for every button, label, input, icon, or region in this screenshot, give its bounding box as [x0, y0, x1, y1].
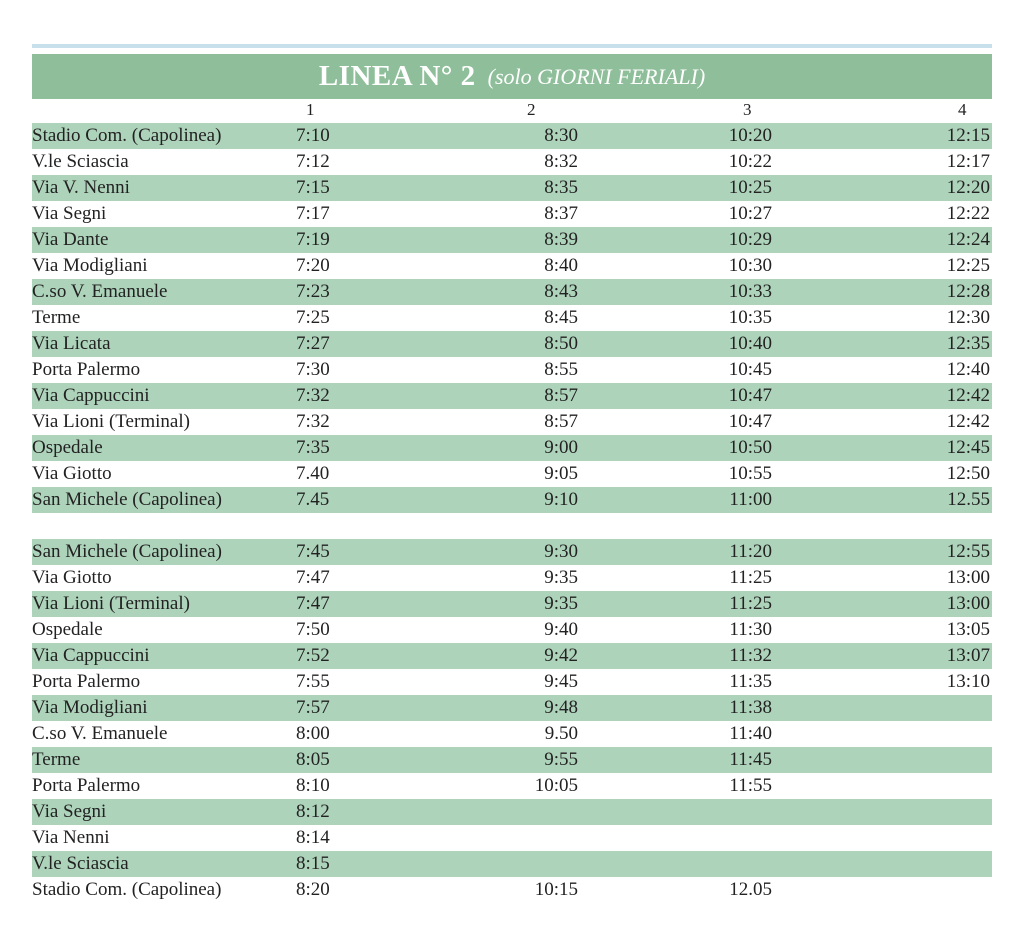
time-run-2: 8:30 [544, 125, 578, 146]
time-run-4: 12:42 [946, 411, 990, 432]
time-run-3: 10:35 [728, 307, 772, 328]
time-run-1: 7:55 [296, 671, 330, 692]
timetable [32, 123, 992, 903]
outbound-row [32, 331, 992, 357]
time-run-4: 12:35 [946, 333, 990, 354]
time-run-1: 7:23 [296, 281, 330, 302]
time-run-3: 11:55 [729, 775, 772, 796]
time-run-4: 12:30 [946, 307, 990, 328]
time-run-1: 7:12 [296, 151, 330, 172]
time-run-3: 10:40 [728, 333, 772, 354]
time-run-1: 8:10 [296, 775, 330, 796]
time-run-3: 10:50 [728, 437, 772, 458]
stop-name: Porta Palermo [32, 775, 141, 796]
time-run-4: 12:22 [946, 203, 990, 224]
stop-name: Via Lioni (Terminal) [32, 411, 190, 432]
time-run-1: 7:25 [296, 307, 330, 328]
return-row [32, 617, 992, 643]
time-run-3: 11:35 [729, 671, 772, 692]
time-run-2: 8:43 [544, 281, 578, 302]
stop-name: Via Giotto [32, 463, 112, 484]
time-run-4: 12:28 [946, 281, 990, 302]
stop-name: C.so V. Emanuele [32, 723, 168, 744]
time-run-1: 7:19 [296, 229, 330, 250]
stop-name: Via Segni [32, 801, 107, 822]
time-run-1: 7:47 [296, 593, 330, 614]
time-run-1: 7:45 [296, 541, 330, 562]
time-run-1: 8:14 [296, 827, 330, 848]
stop-name: C.so V. Emanuele [32, 281, 168, 302]
outbound-row [32, 175, 992, 201]
time-run-3: 11:25 [729, 593, 772, 614]
outbound-row [32, 227, 992, 253]
time-run-1: 7:57 [296, 697, 330, 718]
time-run-2: 9:10 [544, 489, 578, 510]
time-run-4: 12:55 [946, 541, 990, 562]
return-row [32, 851, 992, 877]
stop-name: Via Modigliani [32, 255, 148, 276]
time-run-3: 10:33 [728, 281, 772, 302]
return-row [32, 539, 992, 565]
time-run-2: 8:57 [544, 411, 578, 432]
outbound-row [32, 409, 992, 435]
return-row [32, 721, 992, 747]
time-run-1: 7.45 [296, 489, 330, 510]
time-run-2: 9:48 [544, 697, 578, 718]
time-run-2: 8:35 [544, 177, 578, 198]
time-run-4: 12:40 [946, 359, 990, 380]
time-run-2: 9:45 [544, 671, 578, 692]
time-run-3: 12.05 [729, 879, 772, 900]
time-run-3: 11:25 [729, 567, 772, 588]
time-run-4: 12.55 [947, 489, 990, 510]
time-run-4: 12:45 [946, 437, 990, 458]
stop-name: Via Lioni (Terminal) [32, 593, 190, 614]
time-run-1: 7:32 [296, 411, 330, 432]
stop-name: Via Dante [32, 229, 109, 250]
time-run-1: 8:15 [296, 853, 330, 874]
time-run-2: 8:40 [544, 255, 578, 276]
outbound-row [32, 305, 992, 331]
stop-name: Via Segni [32, 203, 107, 224]
return-row [32, 825, 992, 851]
time-run-1: 7:10 [296, 125, 330, 146]
time-run-3: 10:29 [728, 229, 772, 250]
time-run-2: 9:35 [544, 567, 578, 588]
time-run-1: 7:15 [296, 177, 330, 198]
time-run-1: 7:50 [296, 619, 330, 640]
time-run-2: 8:45 [544, 307, 578, 328]
stop-name: Porta Palermo [32, 671, 141, 692]
title-bar [32, 54, 992, 99]
time-run-4: 13:00 [946, 567, 990, 588]
stop-name: V.le Sciascia [32, 151, 129, 172]
time-run-2: 8:37 [544, 203, 578, 224]
time-run-2: 8:39 [544, 229, 578, 250]
outbound-row [32, 383, 992, 409]
time-run-4: 12:50 [946, 463, 990, 484]
stop-name: Via Cappuccini [32, 385, 150, 406]
time-run-2: 9:55 [544, 749, 578, 770]
time-run-1: 7:17 [296, 203, 330, 224]
outbound-row [32, 149, 992, 175]
return-row [32, 799, 992, 825]
time-run-4: 12:17 [946, 151, 990, 172]
stop-name: San Michele (Capolinea) [32, 541, 222, 562]
column-header-2: 2 [527, 100, 536, 119]
time-run-1: 7:32 [296, 385, 330, 406]
stop-name: Terme [32, 749, 81, 770]
return-row [32, 747, 992, 773]
time-run-2: 10:05 [534, 775, 578, 796]
time-run-4: 12:24 [946, 229, 990, 250]
outbound-row [32, 487, 992, 513]
time-run-2: 9:42 [544, 645, 578, 666]
stop-name: Stadio Com. (Capolinea) [32, 879, 222, 900]
column-header-3: 3 [743, 100, 752, 119]
column-headers [32, 99, 992, 121]
stop-name: Terme [32, 307, 81, 328]
time-run-2: 8:55 [544, 359, 578, 380]
section-spacer [32, 513, 992, 539]
return-row [32, 591, 992, 617]
outbound-row [32, 201, 992, 227]
column-header-4: 4 [958, 100, 967, 119]
time-run-1: 7.40 [296, 463, 330, 484]
stop-name: Ospedale [32, 619, 103, 640]
time-run-1: 7:52 [296, 645, 330, 666]
outbound-row [32, 279, 992, 305]
time-run-2: 9:30 [544, 541, 578, 562]
stop-name: Via Nenni [32, 827, 110, 848]
time-run-4: 13:10 [946, 671, 990, 692]
time-run-1: 7:35 [296, 437, 330, 458]
time-run-3: 11:32 [729, 645, 772, 666]
time-run-1: 7:30 [296, 359, 330, 380]
time-run-4: 12:20 [946, 177, 990, 198]
time-run-1: 8:05 [296, 749, 330, 770]
time-run-2: 8:57 [544, 385, 578, 406]
outbound-row [32, 253, 992, 279]
time-run-3: 10:55 [728, 463, 772, 484]
time-run-3: 11:45 [729, 749, 772, 770]
stop-name: V.le Sciascia [32, 853, 129, 874]
stop-name: Via Modigliani [32, 697, 148, 718]
time-run-3: 10:22 [728, 151, 772, 172]
timetable-subtitle: (solo GIORNI FERIALI) [487, 63, 706, 89]
time-run-2: 9.50 [544, 723, 578, 744]
time-run-3: 11:00 [729, 489, 772, 510]
outbound-row [32, 435, 992, 461]
outbound-row [32, 357, 992, 383]
outbound-row [32, 461, 992, 487]
time-run-2: 8:32 [544, 151, 578, 172]
stop-name: Stadio Com. (Capolinea) [32, 125, 222, 146]
time-run-3: 11:20 [729, 541, 772, 562]
time-run-3: 10:27 [728, 203, 772, 224]
time-run-3: 11:40 [729, 723, 772, 744]
time-run-2: 8:50 [544, 333, 578, 354]
time-run-3: 10:25 [728, 177, 772, 198]
return-row [32, 877, 992, 903]
time-run-4: 12:42 [946, 385, 990, 406]
time-run-4: 12:25 [946, 255, 990, 276]
time-run-2: 9:05 [544, 463, 578, 484]
stop-name: Via Licata [32, 333, 111, 354]
time-run-2: 10:15 [534, 879, 578, 900]
time-run-2: 9:40 [544, 619, 578, 640]
time-run-1: 7:20 [296, 255, 330, 276]
stop-name: San Michele (Capolinea) [32, 489, 222, 510]
time-run-1: 8:00 [296, 723, 330, 744]
time-run-4: 13:05 [946, 619, 990, 640]
time-run-4: 13:07 [946, 645, 990, 666]
stop-name: Via Giotto [32, 567, 112, 588]
timetable-title: LINEA N° 2 [318, 60, 476, 92]
stop-name: Porta Palermo [32, 359, 141, 380]
time-run-3: 10:45 [728, 359, 772, 380]
time-run-3: 11:38 [729, 697, 772, 718]
time-run-2: 9:35 [544, 593, 578, 614]
return-row [32, 643, 992, 669]
return-row [32, 669, 992, 695]
time-run-2: 9:00 [544, 437, 578, 458]
stop-name: Via V. Nenni [32, 177, 130, 198]
time-run-1: 7:27 [296, 333, 330, 354]
return-row [32, 565, 992, 591]
time-run-1: 7:47 [296, 567, 330, 588]
time-run-3: 11:30 [729, 619, 772, 640]
time-run-3: 10:47 [728, 385, 772, 406]
time-run-3: 10:20 [728, 125, 772, 146]
outbound-row [32, 123, 992, 149]
stop-name: Ospedale [32, 437, 103, 458]
time-run-3: 10:30 [728, 255, 772, 276]
time-run-4: 13:00 [946, 593, 990, 614]
time-run-1: 8:12 [296, 801, 330, 822]
return-row [32, 773, 992, 799]
top-rule [32, 44, 992, 48]
column-header-1: 1 [306, 100, 315, 119]
return-row [32, 695, 992, 721]
time-run-1: 8:20 [296, 879, 330, 900]
stop-name: Via Cappuccini [32, 645, 150, 666]
time-run-3: 10:47 [728, 411, 772, 432]
time-run-4: 12:15 [946, 125, 990, 146]
